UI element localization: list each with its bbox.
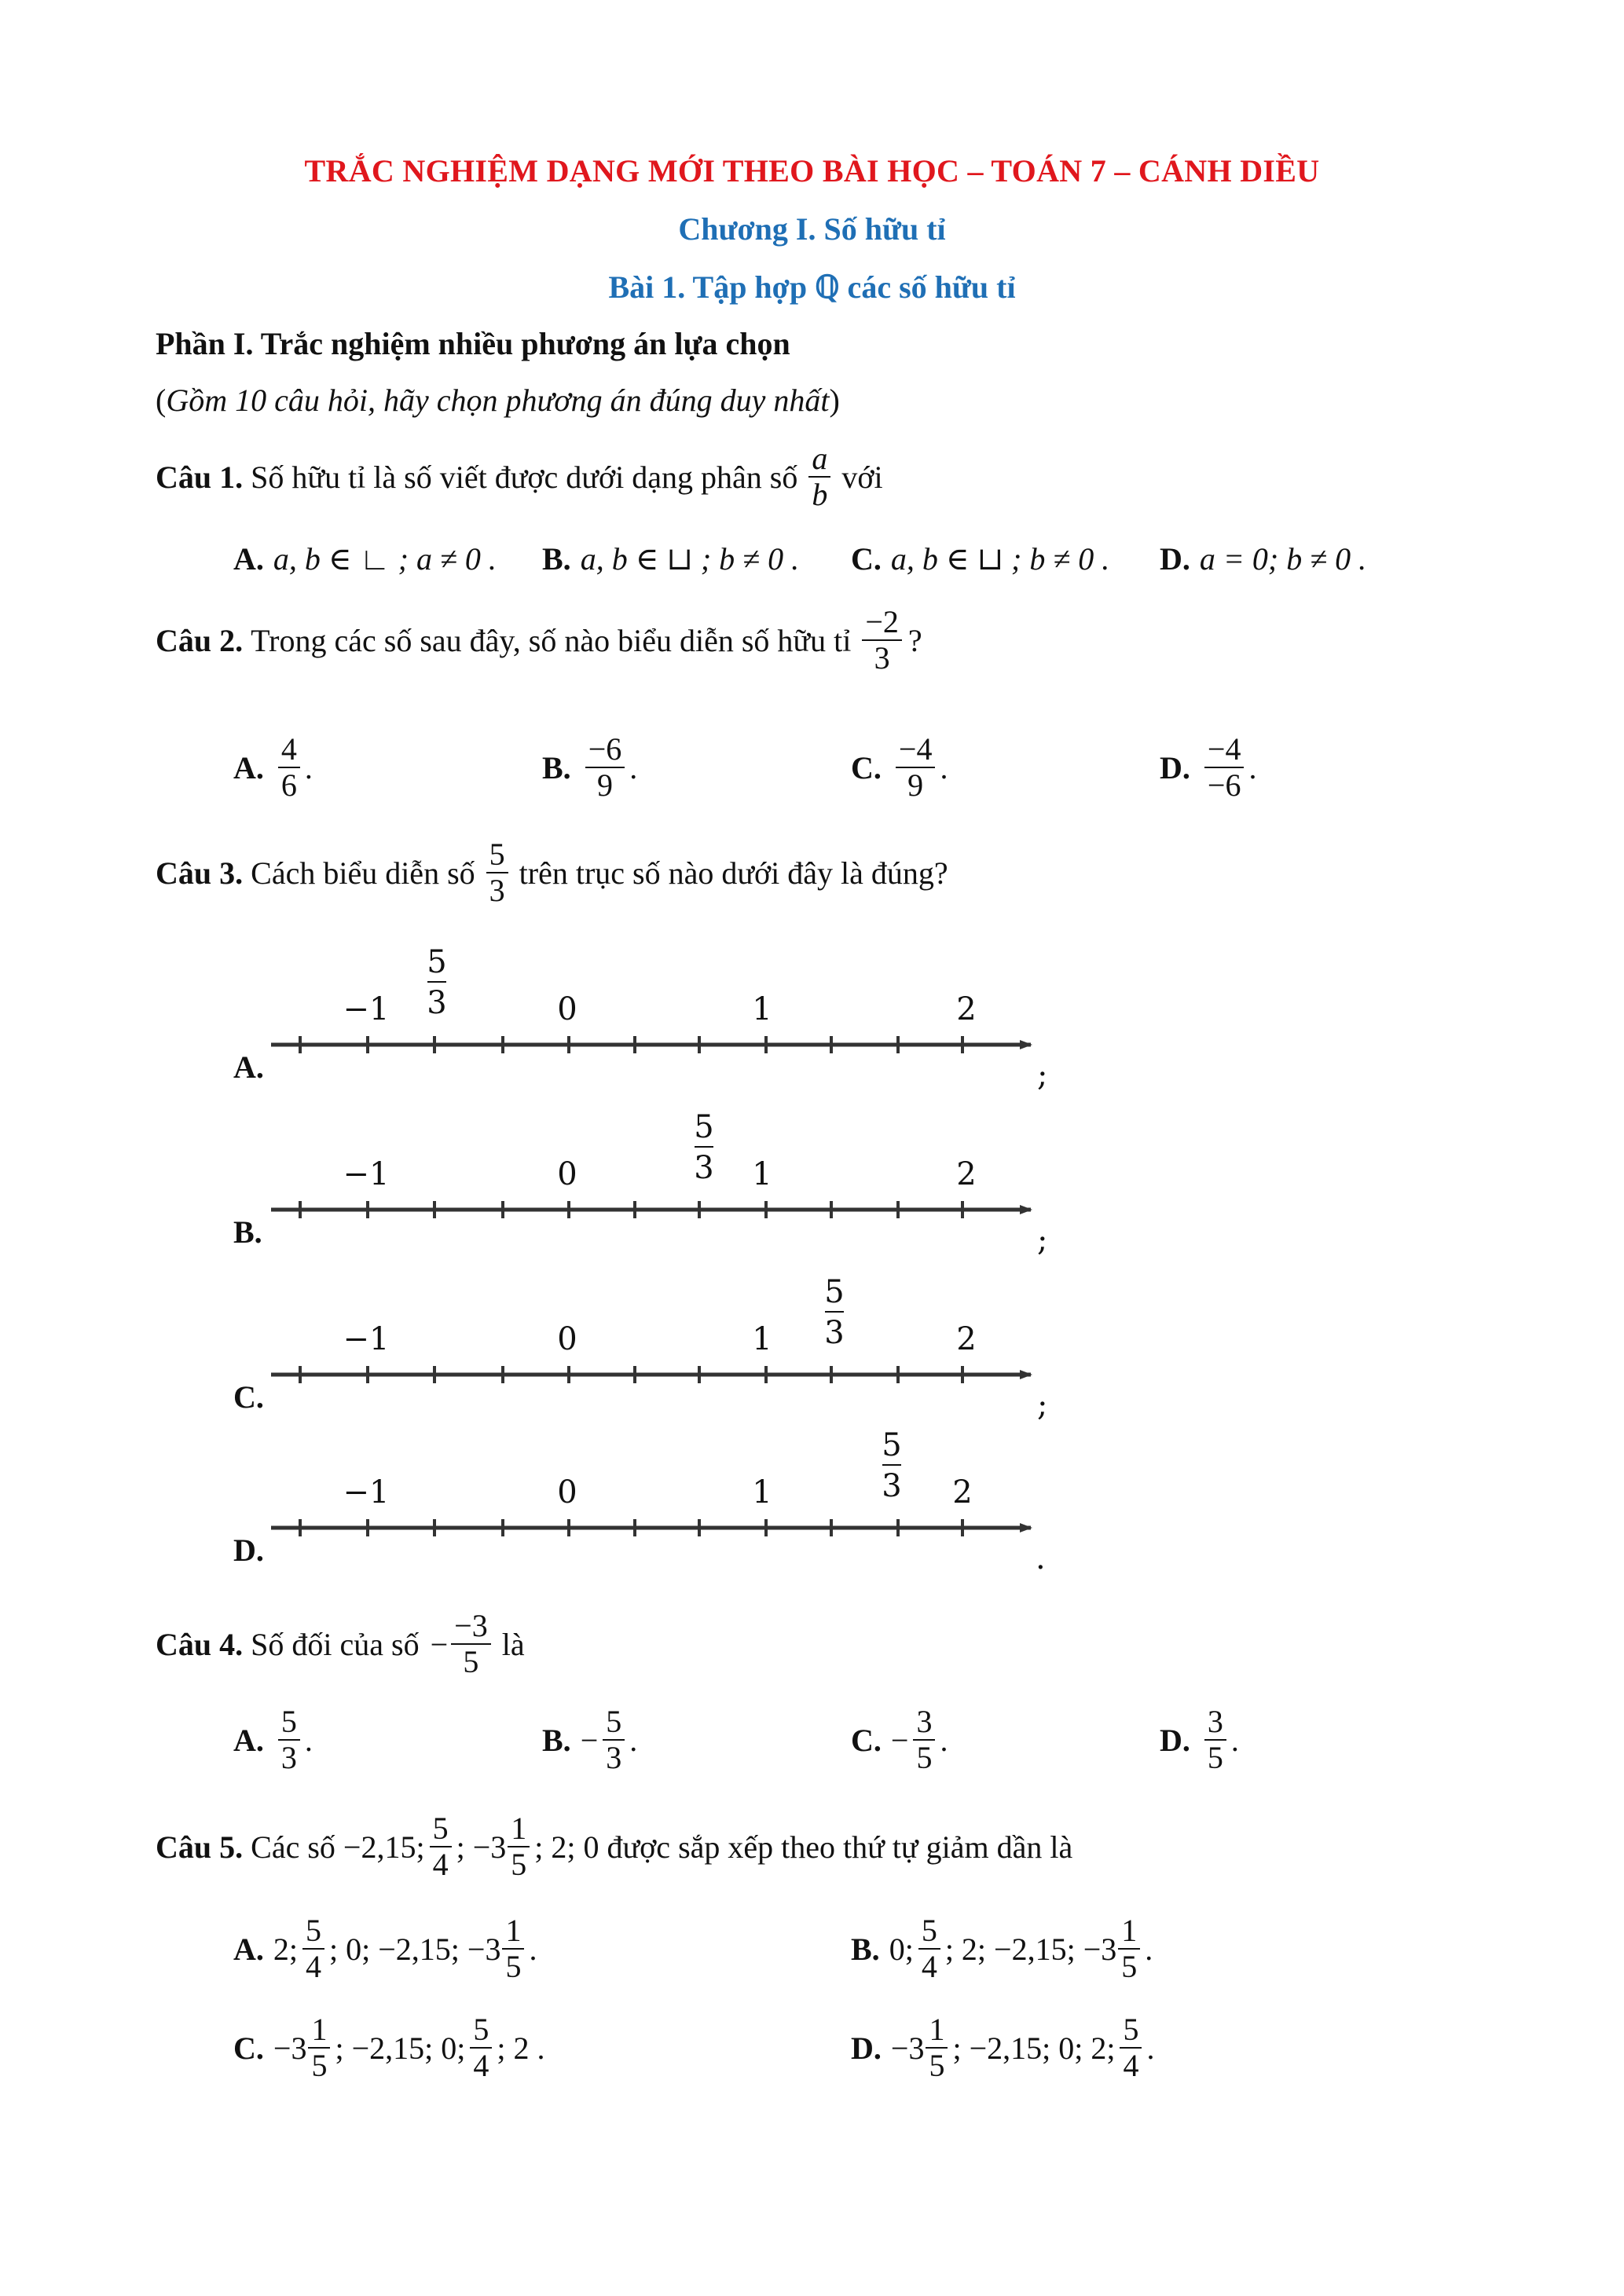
option-end-punct: ; [1037, 1387, 1048, 1423]
option-end-punct: ; [1037, 1057, 1048, 1093]
question-2: Câu 2. Trong các số sau đây, số nào biểu diễn số hữu tỉ $\frac{-2}{3}$ ? [156, 604, 922, 676]
option-letter: B. [233, 1214, 262, 1250]
q2-option-b[interactable]: B. $\frac{-6}{9}$ . [542, 731, 638, 803]
q4-option-c[interactable]: C. − $\frac{3}{5}$ . [851, 1704, 948, 1775]
question-3: Câu 3. Cách biểu diễn số $\frac{5}{3}$ trên trục số nào dưới đây là đúng? [156, 837, 948, 908]
fraction: $\frac{a}{b}$ [808, 441, 830, 512]
fraction-denominator: 3 [882, 1468, 902, 1504]
tick-label: −1 [343, 1474, 390, 1511]
tick-label: −1 [343, 1321, 390, 1357]
tick-label: 2 [956, 1321, 977, 1357]
q4-option-d[interactable]: D. $\frac{3}{5}$ . [1160, 1704, 1239, 1775]
tick-label: 0 [557, 991, 577, 1027]
tick-label: 0 [557, 1321, 577, 1357]
chapter-heading: Chương I. Số hữu tỉ [678, 211, 946, 247]
number-line-d[interactable] [233, 1427, 1046, 1576]
tick-label: 0 [557, 1474, 577, 1511]
option-end-punct: . [1036, 1540, 1046, 1576]
option-letter: A. [233, 1049, 264, 1085]
tick-label: 2 [956, 991, 977, 1027]
q1-option-b[interactable]: B. a, b ∈ ⊔ ; b ≠ 0 . [542, 541, 800, 577]
tick-label: −1 [343, 1156, 390, 1192]
number-line-c[interactable] [233, 1274, 1047, 1423]
fraction-numerator: 5 [427, 944, 447, 980]
option-letter: C. [233, 1379, 264, 1415]
fraction-numerator: 5 [882, 1427, 902, 1463]
lesson-heading: Bài 1. Tập hợp ℚ các số hữu tỉ [608, 269, 1016, 305]
question-4: Câu 4. Số đối của số − $\frac{-3}{5}$ là [156, 1608, 525, 1679]
fraction: $\frac{-2}{3}$ [862, 605, 902, 676]
tick-label: 2 [956, 1156, 977, 1192]
q4-option-a[interactable]: A. $\frac{5}{3}$ . [233, 1704, 313, 1775]
fraction: $\frac{-3}{5}$ [451, 1609, 491, 1679]
q5-option-b[interactable]: B. 0; $\frac{5}{4}$ ; 2; −2,15; −3 $\frac{1}{5}$ . [851, 1913, 1153, 1984]
q2-option-c[interactable]: C. $\frac{-4}{9}$ . [851, 731, 948, 803]
q1-option-d[interactable]: D. a = 0; b ≠ 0 . [1160, 541, 1367, 577]
fraction-numerator: 5 [694, 1109, 714, 1145]
tick-label: 2 [952, 1474, 973, 1511]
q5-option-a[interactable]: A. 2; $\frac{5}{4}$ ; 0; −2,15; −3 $\frac{1}{5}$ . [233, 1913, 537, 1984]
number-line-a[interactable] [233, 944, 1047, 1093]
tick-label: 1 [752, 1321, 772, 1357]
tick-label: 1 [752, 1474, 772, 1511]
tick-label: 1 [752, 1156, 772, 1192]
tick-label: −1 [343, 991, 390, 1027]
fraction: $\frac{5}{3}$ [486, 837, 508, 908]
option-letter: D. [233, 1532, 264, 1568]
fraction-denominator: 3 [427, 985, 447, 1021]
q5-option-d[interactable]: D. −3 $\frac{1}{5}$ ; −2,15; 0; 2; $\frac{5}{4}$ . [851, 2012, 1155, 2083]
q2-option-d[interactable]: D. $\frac{-4}{-6}$ . [1160, 731, 1257, 803]
q1-option-a[interactable]: A. a, b ∈ ∟ ; a ≠ 0 . [233, 541, 497, 577]
worksheet-title: TRẮC NGHIỆM DẠNG MỚI THEO BÀI HỌC – TOÁN 7 – CÁNH DIỀU [304, 153, 1320, 189]
q2-option-a[interactable]: A. $\frac{4}{6}$ . [233, 731, 313, 803]
question-1: Câu 1. Số hữu tỉ là số viết được dưới dạng phân số $\frac{a}{b}$ với [156, 441, 883, 512]
q1-option-c[interactable]: C. a, b ∈ ⊔ ; b ≠ 0 . [851, 541, 1110, 577]
q5-option-c[interactable]: C. −3 $\frac{1}{5}$ ; −2,15; 0; $\frac{5}{4}$ ; 2 . [233, 2012, 545, 2083]
fraction-denominator: 3 [824, 1315, 845, 1351]
fraction-denominator: 3 [694, 1150, 714, 1186]
number-line-b[interactable] [233, 1109, 1047, 1258]
part-heading: Phần I. Trắc nghiệm nhiều phương án lựa chọn [156, 326, 790, 361]
part-note: (Gồm 10 câu hỏi, hãy chọn phương án đúng duy nhất) [156, 383, 840, 418]
q4-option-b[interactable]: B. − $\frac{5}{3}$ . [542, 1704, 638, 1775]
option-end-punct: ; [1037, 1222, 1048, 1258]
tick-label: 0 [557, 1156, 577, 1192]
tick-label: 1 [752, 991, 772, 1027]
fraction-numerator: 5 [824, 1274, 845, 1310]
question-5: Câu 5. Các số −2,15; $\frac{5}{4}$ ; −3 $\frac{1}{5}$ ; 2; 0 được sắp xếp theo thứ tự giảm dần là [156, 1811, 1073, 1882]
